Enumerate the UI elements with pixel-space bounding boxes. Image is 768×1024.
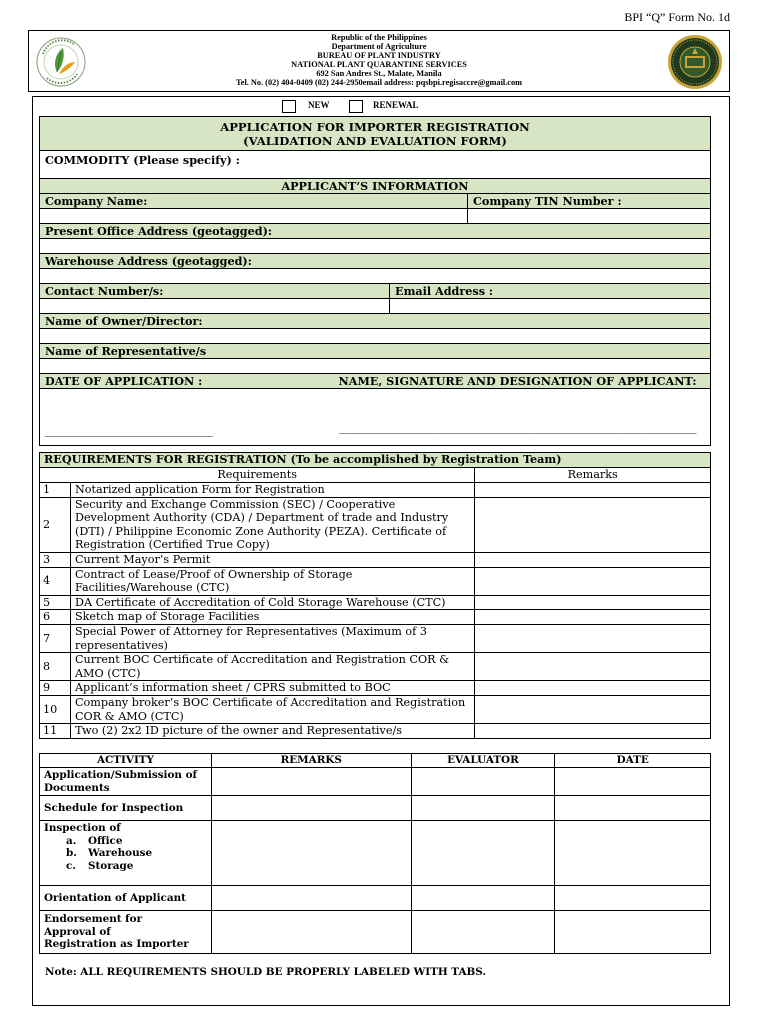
inspection-item-letter: c. [66,859,76,872]
evaluator-cell[interactable] [411,911,555,954]
inspection-items [44,835,207,873]
requirement-text: Special Power of Attorney for Representatives (Maximum of 3 representatives) [70,624,474,652]
requirement-text: DA Certificate of Accreditation of Cold Storage Warehouse (CTC) [70,595,474,610]
department-line: Department of Agriculture [331,42,427,52]
email-address-field[interactable] [390,299,711,314]
requirement-text: Contract of Lease/Proof of Ownership of Storage Facilities/Warehouse (CTC) [70,567,474,595]
requirement-number: 5 [40,595,71,610]
endorsement-line3: Registration as Importer [44,938,189,951]
activity-table [39,753,711,954]
requirement-number: 11 [40,724,71,739]
inspection-item [44,860,207,873]
requirement-text: Company broker’s BOC Certificate of Accreditation and Registration COR & AMO (CTC) [70,695,474,723]
inspection-item-text: Storage [88,859,134,872]
requirement-remarks-cell[interactable] [475,497,711,552]
date-cell[interactable] [555,911,711,954]
requirement-text: Sketch map of Storage Facilities [70,610,474,625]
remarks-cell[interactable] [211,911,411,954]
commodity-label: COMMODITY (Please specify) : [45,153,240,167]
inspection-item-text: Office [88,834,123,847]
requirement-row [40,681,711,696]
evaluator-cell[interactable] [411,821,555,886]
remarks-cell[interactable] [211,796,411,821]
signature-line: ________________________________________________________________ [338,421,697,434]
company-name-field[interactable] [40,209,468,224]
requirement-remarks-cell[interactable] [475,595,711,610]
requirement-text: Notarized application Form for Registration [70,483,474,498]
applicant-signature-field[interactable] [338,389,711,446]
office-address-field[interactable] [40,239,711,254]
requirement-number: 4 [40,567,71,595]
company-tin-label: Company TIN Number : [468,194,711,209]
activity-orientation: Orientation of Applicant [40,886,212,911]
requirement-remarks-cell[interactable] [475,653,711,681]
bureau-line: BUREAU OF PLANT INDUSTRY [317,51,441,61]
requirement-remarks-cell[interactable] [475,552,711,567]
requirement-number: 7 [40,624,71,652]
activity-endorsement [40,911,212,954]
evaluator-column-header: EVALUATOR [411,754,555,768]
requirement-row [40,497,711,552]
remarks-column-header: Remarks [475,468,711,483]
requirement-text: Current BOC Certificate of Accreditation and Registration COR & AMO (CTC) [70,653,474,681]
requirement-text: Applicant’s information sheet / CPRS submitted to BOC [70,681,474,696]
requirement-number: 2 [40,497,71,552]
requirement-remarks-cell[interactable] [475,624,711,652]
evaluator-cell[interactable] [411,886,555,911]
date-cell[interactable] [555,821,711,886]
evaluator-cell[interactable] [411,796,555,821]
inspection-item [44,847,207,860]
new-label: NEW [308,100,330,110]
warehouse-address-label: Warehouse Address (geotagged): [40,254,711,269]
requirement-number: 10 [40,695,71,723]
applicant-signature-text: NAME, SIGNATURE AND DESIGNATION OF APPLICANT: [338,374,697,388]
requirement-row [40,567,711,595]
requirement-remarks-cell[interactable] [475,567,711,595]
requirement-row [40,552,711,567]
date-of-application-label: DATE OF APPLICATION : [40,374,390,389]
inspection-item [44,835,207,848]
requirement-number: 9 [40,681,71,696]
owner-label: Name of Owner/Director: [40,314,711,329]
activity-column-header: ACTIVITY [40,754,212,768]
company-tin-field[interactable] [468,209,711,224]
contact-number-label: Contact Number/s: [40,284,390,299]
application-title [40,117,711,151]
inspection-item-letter: a. [66,834,77,847]
contact-number-field[interactable] [40,299,390,314]
requirement-row [40,653,711,681]
renewal-checkbox[interactable] [349,100,363,113]
requirement-text: Security and Exchange Commission (SEC) / Cooperative Development Authority (CDA) / Department of trade and Industry (DTI) / Philippine Economic Zone Authority (PEZA). Certificate of Registration (Certified True Copy) [70,497,474,552]
requirements-table [39,452,711,739]
representative-field[interactable] [40,359,711,374]
requirement-number: 3 [40,552,71,567]
requirement-number: 8 [40,653,71,681]
remarks-cell[interactable] [211,886,411,911]
requirement-row [40,610,711,625]
application-title-line2: (VALIDATION AND EVALUATION FORM) [243,133,507,148]
letterhead [28,30,730,92]
form-number: BPI “Q” Form No. 1d [624,10,730,24]
applicant-signature-label [338,374,711,389]
republic-line: Republic of the Philippines [331,33,427,42]
date-signature-field[interactable] [40,389,390,446]
date-cell[interactable] [555,796,711,821]
requirements-list [40,483,711,739]
application-title-line1: APPLICATION FOR IMPORTER REGISTRATION [220,119,530,134]
address-line: 692 San Andres St., Malate, Manila [316,69,442,79]
inspection-label: Inspection of [44,822,121,835]
requirement-text: Two (2) 2x2 ID picture of the owner and Representative/s [70,724,474,739]
contact-line: Tel. No. (02) 404-0409 (02) 244-2950email address: pqsbpi.regisaccre@gmail.com [235,78,523,88]
activity-remarks-column-header: REMARKS [211,754,411,768]
requirement-text: Current Mayor’s Permit [70,552,474,567]
requirement-remarks-cell[interactable] [475,681,711,696]
email-address-label: Email Address : [390,284,711,299]
date-line: ______________________________ [45,424,213,437]
requirement-number: 6 [40,610,71,625]
date-cell[interactable] [555,886,711,911]
activity-application-submission: Application/Submission of Documents [40,768,212,796]
company-name-label: Company Name: [40,194,468,209]
requirement-remarks-cell[interactable] [475,610,711,625]
representative-label: Name of Representative/s [40,344,711,359]
remarks-cell[interactable] [211,768,411,796]
requirements-column-header: Requirements [40,468,475,483]
labeling-note: Note: ALL REQUIREMENTS SHOULD BE PROPERLY LABELED WITH TABS. [45,966,487,978]
requirement-row [40,695,711,723]
requirement-number: 1 [40,483,71,498]
bureau-of-plant-industry-seal [667,34,723,90]
requirement-row [40,483,711,498]
requirement-remarks-cell[interactable] [475,695,711,723]
requirement-row [40,724,711,739]
inspection-item-text: Warehouse [88,847,153,860]
date-column-header: DATE [555,754,711,768]
commodity-field[interactable] [40,151,711,179]
activity-inspection [40,821,212,886]
office-address-label: Present Office Address (geotagged): [40,224,711,239]
remarks-cell[interactable] [211,821,411,886]
application-table [39,116,711,446]
requirement-remarks-cell[interactable] [475,483,711,498]
requirements-title: REQUIREMENTS FOR REGISTRATION (To be accomplished by Registration Team) [40,453,711,468]
date-cell[interactable] [555,768,711,796]
new-checkbox[interactable] [282,100,296,113]
service-line: NATIONAL PLANT QUARANTINE SERVICES [291,60,467,70]
requirement-row [40,595,711,610]
activity-schedule-inspection: Schedule for Inspection [40,796,212,821]
inspection-item-letter: b. [66,847,77,860]
applicant-info-heading: APPLICANT’S INFORMATION [40,179,711,194]
agency-address-block [29,33,729,88]
requirement-remarks-cell[interactable] [475,724,711,739]
requirement-row [40,624,711,652]
endorsement-line2: Approval of [44,925,111,938]
evaluator-cell[interactable] [411,768,555,796]
owner-field[interactable] [40,329,711,344]
endorsement-line1: Endorsement for [44,913,143,926]
renewal-label: RENEWAL [373,100,419,110]
warehouse-address-field[interactable] [40,269,711,284]
